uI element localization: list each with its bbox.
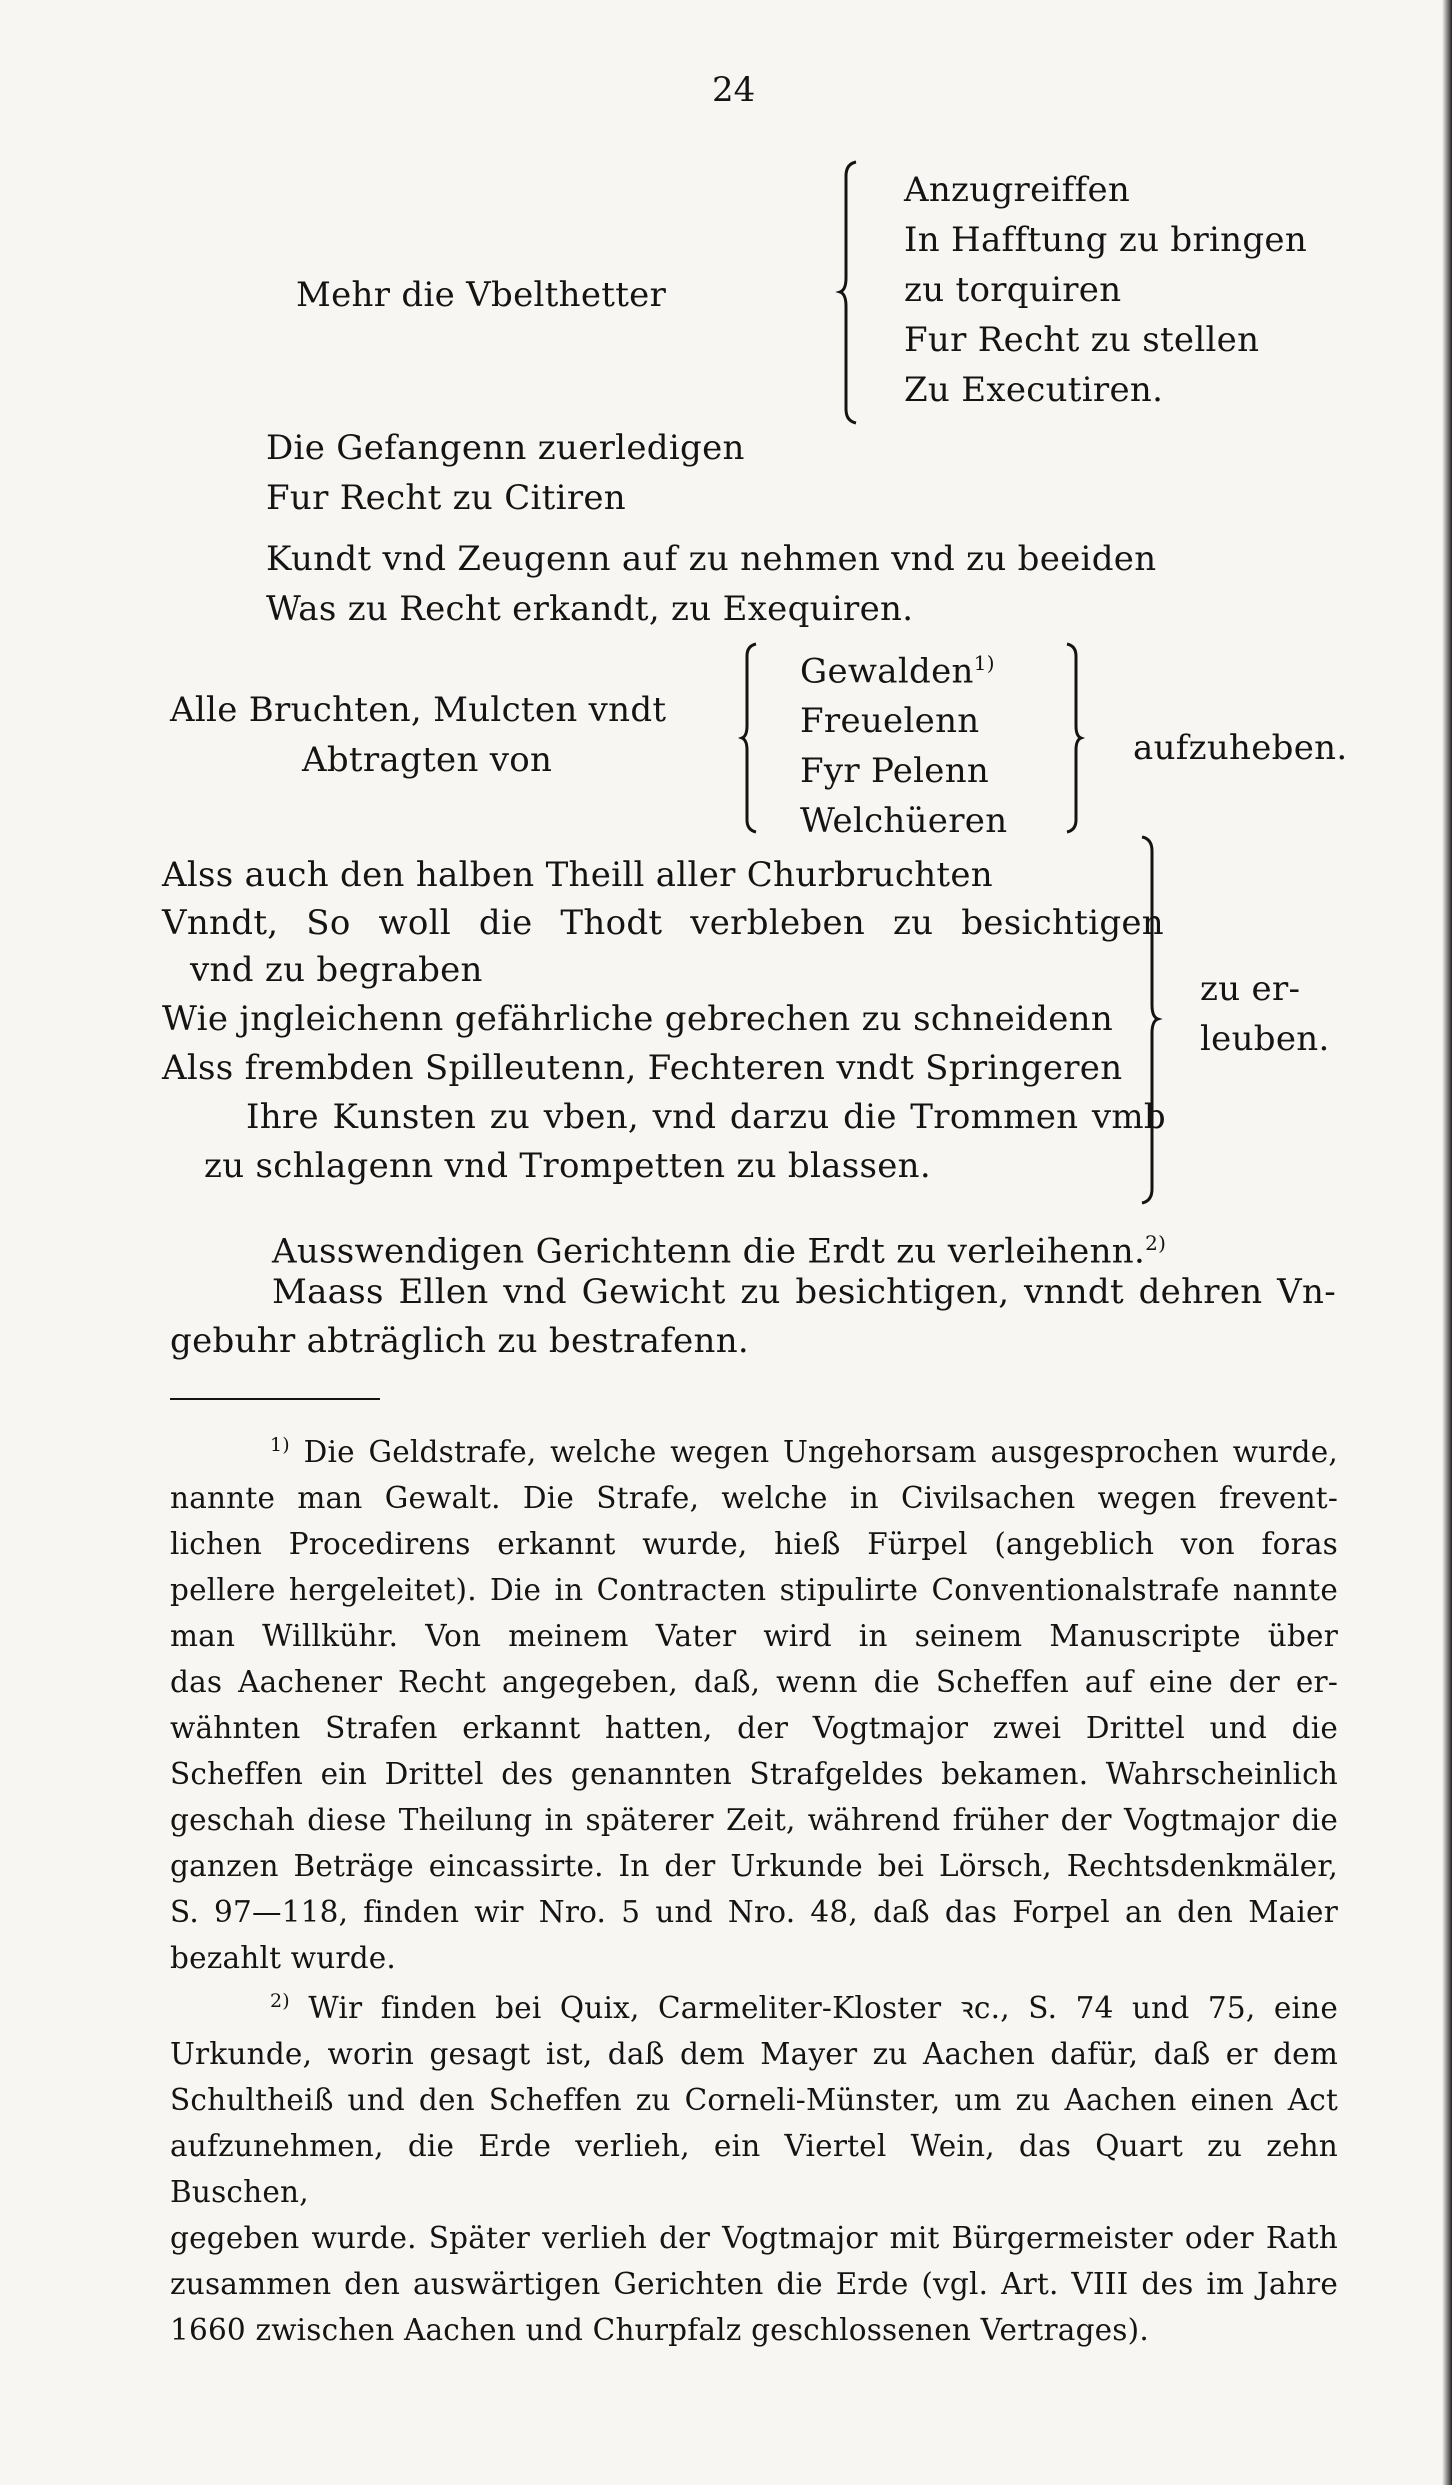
footnote-line: wähnten Strafen erkannt hatten, der Vogtmajor zwei Drittel und die bbox=[170, 1710, 1338, 1745]
block4-line: Vnndt, So woll die Thodt verbleben zu besichtigen bbox=[162, 903, 1164, 943]
block2-line: Die Gefangenn zuerledigen bbox=[266, 428, 745, 468]
block1-item: Zu Executiren. bbox=[904, 370, 1164, 410]
block3-item: Freuelenn bbox=[800, 701, 980, 742]
footnote-line: das Aachener Recht angegeben, daß, wenn die Scheffen auf eine der er- bbox=[170, 1664, 1338, 1699]
block5-line: Maass Ellen vnd Gewicht zu besichtigen, vnndt dehren Vn- bbox=[272, 1272, 1336, 1312]
footnote-line: lichen Procedirens erkannt wurde, hieß Fürpel (angeblich von foras bbox=[170, 1526, 1338, 1561]
footnote-line: Schultheiß und den Scheffen zu Corneli-Münster, um zu Aachen einen Act bbox=[170, 2082, 1338, 2117]
footnote-line: $^{1)}$ Die Geldstrafe, welche wegen Ungehorsam ausgesprochen wurde, bbox=[270, 1434, 1338, 1469]
footnote-1-marker: 1) bbox=[270, 1434, 290, 1456]
footnote-2 bbox=[170, 1978, 1338, 2353]
block1-subject: Mehr die Vbelthetter bbox=[296, 275, 667, 315]
block4-line: Alss frembden Spilleutenn, Fechteren vndt Springeren bbox=[162, 1048, 1123, 1088]
footnote-line: aufzunehmen, die Erde verlieh, ein Viertel Wein, das Quart zu zehn Buschen, bbox=[170, 2128, 1338, 2209]
block4-right-brace bbox=[1140, 835, 1162, 1205]
block3-right-brace bbox=[1065, 642, 1083, 834]
block2-line: Was zu Recht erkandt, zu Exequiren. bbox=[266, 589, 914, 629]
block4-line: Wie jngleichenn gefährliche gebrechen zu schneidenn bbox=[162, 999, 1114, 1039]
footnote-line: geschah diese Theilung in späterer Zeit, während früher der Vogtmajor die bbox=[170, 1802, 1338, 1837]
block4-line: vnd zu begraben bbox=[190, 950, 483, 990]
block3-left-line: Alle Bruchten, Mulcten vndt bbox=[170, 690, 667, 730]
block3-item: Welchüeren bbox=[800, 801, 1008, 842]
footnote-line: 1660 zwischen Aachen und Churpfalz geschlossenen Vertrages). bbox=[170, 2312, 1149, 2347]
block4-line: Alss auch den halben Theill aller Churbruchten bbox=[162, 855, 993, 895]
block3-left-brace bbox=[742, 642, 760, 834]
block1-item: zu torquiren bbox=[904, 270, 1122, 310]
block5-line: gebuhr abträglich zu bestrafenn. bbox=[170, 1321, 750, 1361]
footnote-line: nannte man Gewalt. Die Strafe, welche in Civilsachen wegen frevent- bbox=[170, 1480, 1338, 1515]
footnote-line: Scheffen ein Drittel des genannten Strafgeldes bekamen. Wahrscheinlich bbox=[170, 1756, 1338, 1791]
footnote-ref-1[interactable]: 1) bbox=[973, 651, 995, 675]
block3-left-line: Abtragten von bbox=[302, 740, 553, 780]
block4-verb-line: leuben. bbox=[1200, 1019, 1330, 1059]
footnote-line: man Willkühr. Von meinem Vater wird in seinem Manuscripte über bbox=[170, 1618, 1338, 1653]
footnote-rule bbox=[170, 1398, 380, 1400]
block4-line: zu schlagenn vnd Trompetten zu blassen. bbox=[204, 1146, 931, 1186]
footnote-line: ganzen Beträge eincassirte. In der Urkunde bei Lörsch, Rechtsdenkmäler, bbox=[170, 1848, 1338, 1883]
footnote-line: Urkunde, worin gesagt ist, daß dem Mayer zu Aachen dafür, daß er dem bbox=[170, 2036, 1338, 2071]
block2-line: Fur Recht zu Citiren bbox=[266, 478, 626, 518]
footnote-line: S. 97—118, finden wir Nro. 5 und Nro. 48, daß das Forpel an den Maier bbox=[170, 1894, 1338, 1929]
block3-item: Gewalden$^{1)}$ bbox=[800, 651, 995, 692]
block3-item: Fyr Pelenn bbox=[800, 751, 990, 792]
scan-edge bbox=[1442, 0, 1452, 2485]
footnote-line: bezahlt wurde. bbox=[170, 1940, 397, 1975]
block5-line: Ausswendigen Gerichtenn die Erdt zu verleihenn.$^{2)}$ bbox=[272, 1231, 1167, 1272]
block1-item: Fur Recht zu stellen bbox=[904, 320, 1260, 360]
block3-verb: aufzuheben. bbox=[1133, 728, 1348, 768]
footnote-ref-2[interactable]: 2) bbox=[1145, 1231, 1167, 1255]
footnote-line: pellere hergeleitet). Die in Contracten stipulirte Conventionalstrafe nannte bbox=[170, 1572, 1338, 1607]
block2-line: Kundt vnd Zeugenn auf zu nehmen vnd zu beeiden bbox=[266, 539, 1157, 579]
block1-left-brace bbox=[840, 160, 860, 425]
block1-item: In Hafftung zu bringen bbox=[904, 220, 1308, 260]
block4-verb bbox=[1200, 964, 1330, 1064]
block3-list bbox=[800, 638, 1007, 846]
footnote-line: gegeben wurde. Später verlieh der Vogtmajor mit Bürgermeister oder Rath bbox=[170, 2220, 1338, 2255]
block4-line: Ihre Kunsten zu vben, vnd darzu die Trommen vmb bbox=[246, 1097, 1166, 1137]
block4-verb-line: zu er- bbox=[1200, 969, 1301, 1009]
page-number: 24 bbox=[712, 70, 756, 110]
block1-item: Anzugreiffen bbox=[904, 170, 1131, 210]
footnote-1 bbox=[170, 1422, 1338, 1981]
footnote-line: zusammen den auswärtigen Gerichten die Erde (vgl. Art. VIII des im Jahre bbox=[170, 2266, 1338, 2301]
block1-list bbox=[904, 165, 1307, 415]
footnote-2-marker: 2) bbox=[270, 1990, 290, 2012]
footnote-line: $^{2)}$ Wir finden bei Quix, Carmeliter-Kloster ꝛc., S. 74 und 75, eine bbox=[270, 1990, 1339, 2025]
